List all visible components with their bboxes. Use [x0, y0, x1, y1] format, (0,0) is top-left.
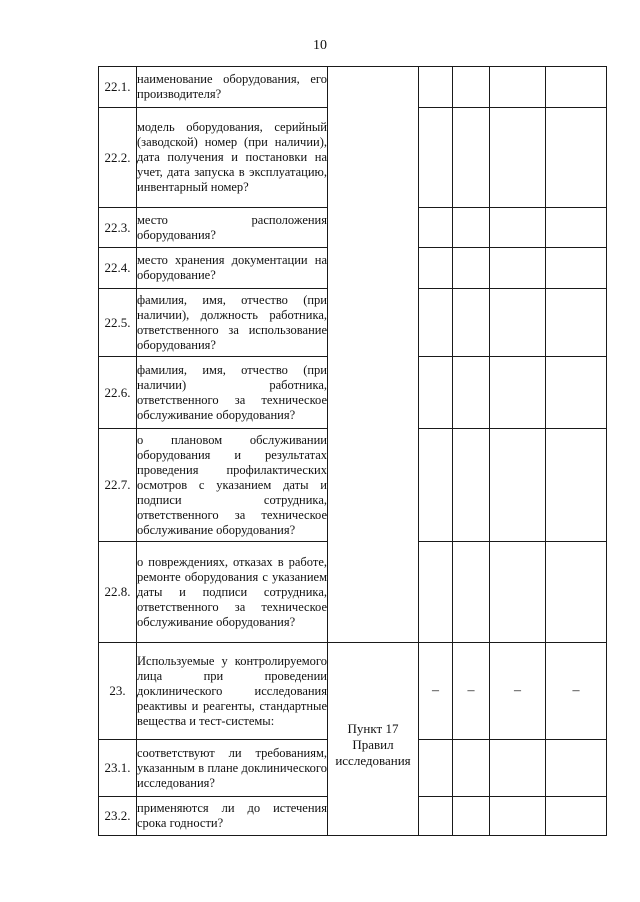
answer-cell: [546, 740, 607, 797]
answer-cell: [419, 429, 453, 542]
item-question: применяются ли до истечения срока годности?: [137, 797, 328, 836]
item-question: место расположения оборудования?: [137, 208, 328, 248]
answer-cell: [419, 289, 453, 357]
answer-cell: –: [453, 643, 490, 740]
reference-line: Пункт 17: [347, 721, 399, 736]
answer-cell: –: [490, 643, 546, 740]
answer-cell: [419, 67, 453, 108]
page-number: 10: [313, 38, 327, 53]
answer-cell: [546, 248, 607, 289]
item-question: о повреждениях, отказах в работе, ремонте оборудования с указанием даты и подписи сотрудника, ответственного за техническое обслуживание оборудования?: [137, 542, 328, 643]
answer-cell: [453, 289, 490, 357]
answer-cell: [419, 248, 453, 289]
item-number: 23.1.: [99, 740, 137, 797]
answer-cell: [453, 248, 490, 289]
item-number: 22.6.: [99, 357, 137, 429]
item-question: о плановом обслуживании оборудования и результатах проведения профилактических осмотров с указанием даты и подписи сотрудника, ответственного за техническое обслуживание оборудования?: [137, 429, 328, 542]
answer-cell: [419, 357, 453, 429]
answer-cell: [490, 429, 546, 542]
answer-cell: [490, 740, 546, 797]
answer-cell: [546, 357, 607, 429]
answer-cell: [490, 208, 546, 248]
item-number: 22.1.: [99, 67, 137, 108]
item-question: наименование оборудования, его производителя?: [137, 67, 328, 108]
answer-cell: [453, 542, 490, 643]
answer-cell: [490, 248, 546, 289]
answer-cell: [419, 542, 453, 643]
answer-cell: [490, 357, 546, 429]
answer-cell: [490, 797, 546, 836]
answer-cell: [546, 797, 607, 836]
answer-cell: [453, 208, 490, 248]
answer-cell: [490, 108, 546, 208]
item-number: 23.2.: [99, 797, 137, 836]
answer-cell: [419, 108, 453, 208]
answer-cell: [546, 542, 607, 643]
item-question: фамилия, имя, отчество (при наличии) работника, ответственного за техническое обслуживание оборудования?: [137, 357, 328, 429]
checklist-table: [98, 66, 607, 836]
reference-line: исследования: [335, 753, 411, 768]
table-row: [99, 643, 607, 740]
answer-cell: [546, 108, 607, 208]
answer-cell: [453, 740, 490, 797]
reference-line: Правил: [352, 737, 394, 752]
item-number: 22.3.: [99, 208, 137, 248]
answer-cell: [490, 542, 546, 643]
item-number: 23.: [99, 643, 137, 740]
item-question: Используемые у контролируемого лица при проведении доклинического исследования реактивы и реагенты, стандартные вещества и тест-системы:: [137, 643, 328, 740]
answer-cell: [490, 289, 546, 357]
reference-cell: [328, 643, 419, 836]
item-number: 22.8.: [99, 542, 137, 643]
item-number: 22.7.: [99, 429, 137, 542]
answer-cell: –: [546, 643, 607, 740]
answer-cell: [546, 67, 607, 108]
answer-cell: [453, 67, 490, 108]
answer-cell: [453, 429, 490, 542]
item-number: 22.2.: [99, 108, 137, 208]
answer-cell: –: [419, 643, 453, 740]
item-question: модель оборудования, серийный (заводской) номер (при наличии), дата получения и постановки на учет, дата запуска в эксплуатацию, инвентарный номер?: [137, 108, 328, 208]
answer-cell: [546, 208, 607, 248]
answer-cell: [490, 67, 546, 108]
item-question: фамилия, имя, отчество (при наличии), должность работника, ответственного за использование оборудования?: [137, 289, 328, 357]
answer-cell: [419, 797, 453, 836]
table-row: [99, 67, 607, 108]
answer-cell: [453, 108, 490, 208]
reference-cell-upper: [328, 67, 419, 643]
answer-cell: [419, 740, 453, 797]
item-question: соответствуют ли требованиям, указанным в плане доклинического исследования?: [137, 740, 328, 797]
item-number: 22.5.: [99, 289, 137, 357]
item-number: 22.4.: [99, 248, 137, 289]
answer-cell: [546, 289, 607, 357]
answer-cell: [453, 797, 490, 836]
answer-cell: [546, 429, 607, 542]
answer-cell: [419, 208, 453, 248]
item-question: место хранения документации на оборудование?: [137, 248, 328, 289]
answer-cell: [453, 357, 490, 429]
